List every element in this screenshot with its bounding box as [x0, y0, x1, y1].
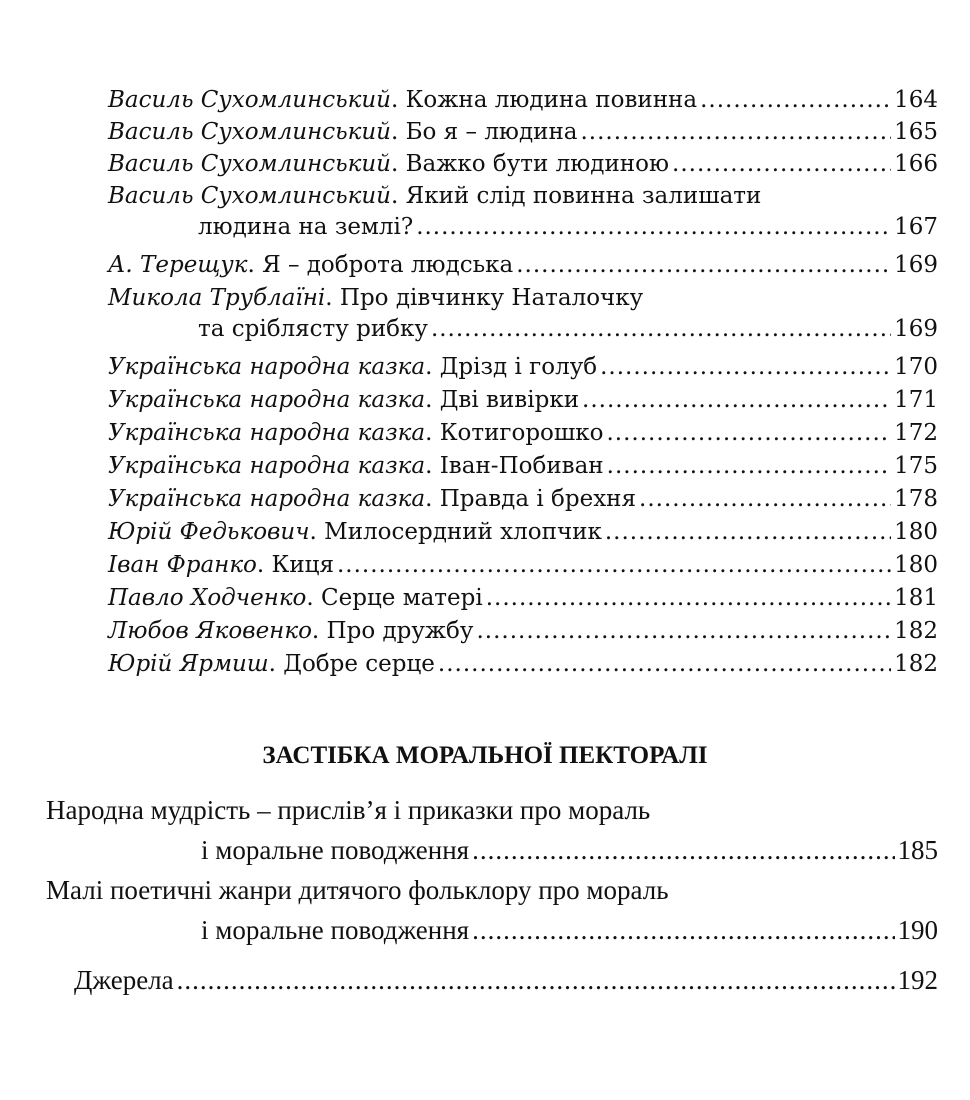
- leader-dots: [605, 517, 891, 548]
- entry-author: А. Терещук: [108, 252, 248, 278]
- entry-page: 182: [894, 651, 938, 677]
- entry-title: Милосердний хлопчик: [324, 519, 602, 545]
- toc-entry: Микола Трублаїні . Про дівчинку Наталочку та сріблясту рибку ..... 169: [108, 283, 938, 345]
- entry-author: Українська народна казка: [108, 486, 426, 512]
- section-entry-page: 185: [897, 835, 938, 865]
- toc-entry: Василь Сухомлинський . Який слід повинна залишати людина на землі? ..... 167: [108, 181, 938, 243]
- entry-author: Українська народна казка: [108, 453, 426, 479]
- section-entry-title: Малі поетичні жанри дитячого фольклору про мораль: [46, 875, 669, 905]
- section-entry: [46, 870, 938, 950]
- toc-entry: Любов Яковенко . Про дружбу ..... 182: [108, 616, 938, 647]
- entry-page: 164: [894, 87, 938, 113]
- leader-dots: [438, 649, 891, 680]
- toc-entry: Юрій Федькович . Милосердний хлопчик ..... 180: [108, 517, 938, 548]
- section-entry-title: Народна мудрість – прислів’я і приказки про мораль: [46, 795, 651, 825]
- leader-dots: [600, 352, 891, 383]
- leader-dots: [700, 85, 891, 116]
- leader-dots: [582, 385, 891, 416]
- toc-entry: Павло Ходченко . Серце матері ..... 181: [108, 583, 938, 614]
- entry-author: Василь Сухомлинський: [108, 119, 391, 145]
- entry-author: Павло Ходченко: [108, 585, 307, 611]
- entry-title: Котигорошко: [439, 420, 604, 446]
- leader-dots: [516, 250, 891, 281]
- entry-author: Юрій Федькович: [108, 519, 310, 545]
- leader-dots: [672, 149, 891, 180]
- toc-entry: Василь Сухомлинський . Важко бути людиною ..... 166: [108, 149, 938, 180]
- entry-title: Про дівчинку Наталочку: [339, 285, 644, 311]
- entry-author: Українська народна казка: [108, 354, 426, 380]
- entry-page: 178: [894, 486, 938, 512]
- leader-dots: [337, 550, 891, 581]
- entry-author: Василь Сухомлинський: [108, 183, 391, 209]
- entry-page: 172: [894, 420, 938, 446]
- toc-entry: А. Терещук . Я – доброта людська ..... 169: [108, 250, 938, 281]
- entry-page: 170: [894, 354, 938, 380]
- entry-page: 169: [894, 316, 938, 342]
- toc-entry: Українська народна казка . Іван-Побиван ..... 175: [108, 451, 938, 482]
- leader-dots: [607, 451, 891, 482]
- entry-title-continued: людина на землі?: [198, 214, 414, 240]
- leader-dots: [472, 910, 894, 950]
- toc-entry: Українська народна казка . Правда і брехня ..... 178: [108, 484, 938, 515]
- entry-author: Юрій Ярмиш: [108, 651, 269, 677]
- entry-author: Іван Франко: [108, 552, 257, 578]
- toc-entry: Юрій Ярмиш . Добре серце ..... 182: [108, 649, 938, 680]
- entry-page: 166: [894, 151, 938, 177]
- section-entry: [46, 790, 938, 870]
- entry-title: Іван-Побиван: [439, 453, 604, 479]
- leader-dots: [472, 830, 894, 870]
- entry-title: Серце матері: [321, 585, 483, 611]
- entry-title: Про дружбу: [326, 618, 474, 644]
- toc-entry: Українська народна казка . Дрізд і голуб ..... 170: [108, 352, 938, 383]
- leader-dots: [476, 616, 891, 647]
- toc-entry: Іван Франко . Киця ..... 180: [108, 550, 938, 581]
- toc-entry: Українська народна казка . Дві вивірки ..... 171: [108, 385, 938, 416]
- entry-page: 171: [894, 387, 938, 413]
- entry-title: Дві вивірки: [439, 387, 580, 413]
- entry-author: Українська народна казка: [108, 387, 426, 413]
- entry-page: 181: [894, 585, 938, 611]
- entry-page: 169: [894, 252, 938, 278]
- entry-page: 182: [894, 618, 938, 644]
- entry-page: 180: [894, 519, 938, 545]
- leader-dots: [607, 418, 892, 449]
- section-entry-page: 192: [897, 965, 938, 995]
- leader-dots: [486, 583, 891, 614]
- entry-title-continued: та сріблясту рибку: [198, 316, 428, 342]
- entry-title: Який слід повинна залишати: [405, 183, 762, 209]
- entry-author: Василь Сухомлинський: [108, 87, 391, 113]
- entry-title: Правда і брехня: [439, 486, 637, 512]
- leader-dots: [639, 484, 891, 515]
- toc-entry: Українська народна казка . Котигорошко ..... 172: [108, 418, 938, 449]
- section-entry: [74, 960, 938, 1000]
- leader-dots: [581, 117, 892, 148]
- entry-title: Добре серце: [283, 651, 435, 677]
- toc-entry: Василь Сухомлинський . Кожна людина повинна ..... 164: [108, 85, 938, 116]
- entry-title: Бо я – людина: [405, 119, 578, 145]
- entry-title: Я – доброта людська: [262, 252, 514, 278]
- section-entry-title-continued: і моральне поводження: [201, 835, 470, 865]
- entry-title: Важко бути людиною: [405, 151, 670, 177]
- entry-page: 167: [894, 214, 938, 240]
- section-entry-title: Джерела: [74, 965, 174, 995]
- entry-page: 175: [894, 453, 938, 479]
- entry-title: Киця: [271, 552, 334, 578]
- entry-title: Дрізд і голуб: [439, 354, 598, 380]
- section-title: ЗАСТІБКА МОРАЛЬНОЇ ПЕКТОРАЛІ: [262, 742, 708, 769]
- leader-dots: [177, 960, 895, 1000]
- toc-entry: Василь Сухомлинський . Бо я – людина ..... 165: [108, 117, 938, 148]
- entry-page: 165: [894, 119, 938, 145]
- section-entry-title-continued: і моральне поводження: [201, 915, 470, 945]
- entry-page: 180: [894, 552, 938, 578]
- entry-author: Микола Трублаїні: [108, 285, 326, 311]
- leader-dots: [416, 212, 891, 243]
- section-entry-page: 190: [897, 915, 938, 945]
- leader-dots: [431, 314, 891, 345]
- entry-author: Василь Сухомлинський: [108, 151, 391, 177]
- entry-title: Кожна людина повинна: [405, 87, 698, 113]
- entry-author: Любов Яковенко: [108, 618, 312, 644]
- entry-author: Українська народна казка: [108, 420, 426, 446]
